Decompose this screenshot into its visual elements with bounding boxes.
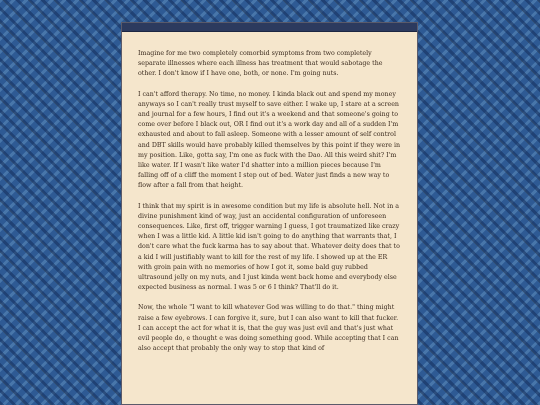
post-paragraph: I can't afford therapy. No time, no money. I kinda black out and spend my money anyways so I can't really trust myself to save either. I wake up, I stare at a screen and journal for a few hours, I find out it's a weekend and that someone's going to come over before I black out, OR I find out it's a work day and all of a sudden I'm exhausted and about to fall asleep. Someone with a lesser amount of self control and DBT skills would have probably killed themselves by this point if they were in my position. Like, gotta say, I'm one as fuck with the Dao. All this weird shit? I'm like water. If I wasn't like water I'd shatter into a million pieces because I'm falling off of a cliff the moment I step out of bed. Water just finds a new way to flow after a fall from that height. [138,90,401,190]
post-card [121,22,418,405]
post-paragraph: Imagine for me two completely comorbid symptoms from two completely separate illnesses where each illness has treatment that would sabotage the other. I don't know if I have one, both, or none. I'm going nuts. [138,50,383,78]
post-header-bar [122,23,417,32]
post-paragraph: I think that my spirit is in awesome condition but my life is absolute hell. Not in a divine punishment kind of way, just an accidental configuration of unforeseen consequences. Like, first off, trigger warning I guess, I got traumatized like crazy when I was a little kid. A little kid isn't going to do anything that warrants that, I don't care what the fuck karma has to say about that. Whatever deity does that to a kid I will justifiably want to kill for the rest of my life. I showed up at the ER with groin pain with no memories of how I got it, some bald guy rubbed ultrasound jelly on my nuts, and I just kinda went back home and everybody else expected business as normal. I was 5 or 6 I think? That'll do it. [138,202,400,292]
post-body [122,32,417,354]
post-paragraph: Now, the whole "I want to kill whatever God was willing to do that." thing might raise a few eyebrows. I can forgive it, sure, but I can also want to kill that fucker. I can accept the act for what it is, that the guy was just evil and that's just what evil people do, e thought e was doing something good. While accepting that I can also accept that probably the only way to stop that kind of [138,304,399,353]
